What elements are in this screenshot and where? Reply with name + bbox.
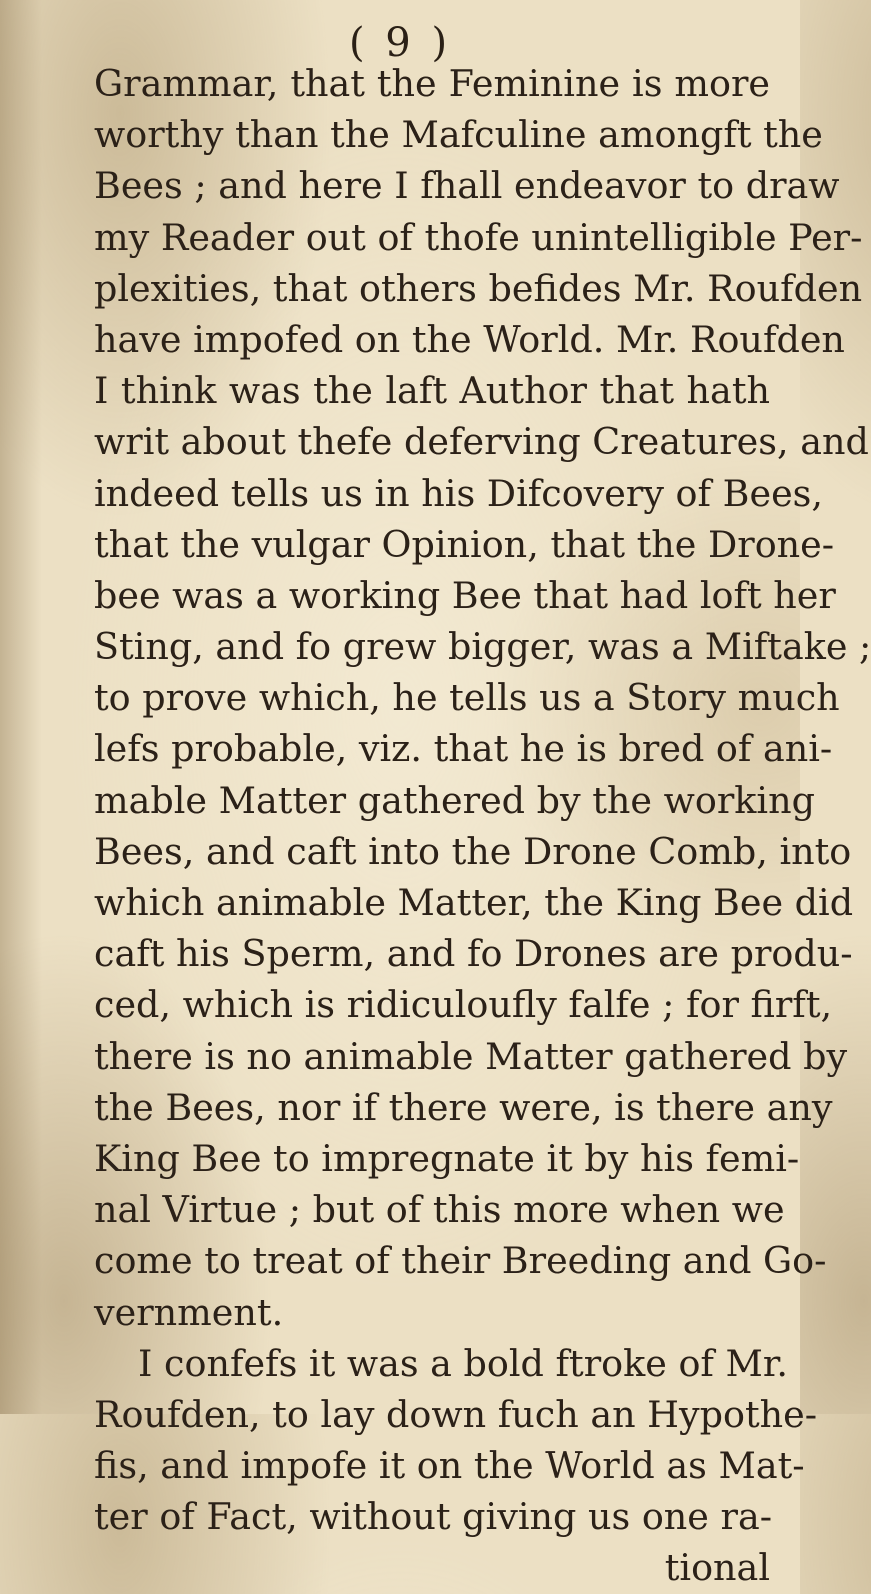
paragraph-start-line: I confefs it was a bold ftroke of Mr. bbox=[138, 1341, 788, 1385]
text-line: there is no animable Matter gathered by bbox=[94, 1034, 848, 1078]
text-line: have impofed on the World. Mr. Roufden bbox=[94, 317, 845, 361]
text-line: indeed tells us in his Difcovery of Bees, bbox=[94, 471, 824, 515]
text-line: mable Matter gathered by the working bbox=[94, 778, 815, 822]
text-line: that the vulgar Opinion, that the Drone- bbox=[94, 522, 835, 566]
text-line: Sting, and fo grew bigger, was a Miftake ; bbox=[94, 625, 871, 669]
text-line: Roufden, to lay down fuch an Hypothe- bbox=[94, 1392, 818, 1436]
text-line: ter of Fact, without giving us one ra- bbox=[94, 1495, 773, 1539]
text-line: Grammar, that the Feminine is more bbox=[94, 62, 770, 105]
text-line: fis, and impofe it on the World as Mat- bbox=[94, 1444, 805, 1488]
text-line: nal Virtue ; but of this more when we bbox=[94, 1188, 785, 1232]
text-line: Bees, and caft into the Drone Comb, into bbox=[94, 829, 852, 873]
text-line: my Reader out of thofe unintelligible Per- bbox=[94, 215, 863, 259]
text-line: Bees ; and here I fhall endeavor to draw bbox=[94, 164, 840, 208]
text-line: worthy than the Mafculine amongft the bbox=[94, 113, 823, 157]
text-line: plexities, that others befides Mr. Roufden bbox=[94, 266, 863, 310]
text-line: I think was the laft Author that hath bbox=[94, 369, 770, 413]
text-line: writ about thefe deferving Creatures, and bbox=[94, 420, 869, 464]
text-line: the Bees, nor if there were, is there any bbox=[94, 1085, 833, 1129]
text-line: King Bee to impregnate it by his femi- bbox=[94, 1136, 800, 1180]
text-line: ced, which is ridiculoufly falfe ; for firft, bbox=[94, 983, 833, 1027]
text-line: bee was a working Bee that had loft her bbox=[94, 573, 836, 617]
text-line: caft his Sperm, and fo Drones are produ- bbox=[94, 932, 853, 976]
text-line: to prove which, he tells us a Story much bbox=[94, 676, 840, 720]
text-line: lefs probable, viz. that he is bred of ani- bbox=[94, 727, 833, 771]
page-edge-shadow bbox=[0, 0, 42, 1414]
page-number: ( 9 ) bbox=[348, 20, 452, 66]
text-line: vernment. bbox=[94, 1290, 284, 1334]
catchword: tional bbox=[664, 1546, 770, 1590]
text-line: which animable Matter, the King Bee did bbox=[94, 881, 854, 924]
body-text bbox=[94, 58, 871, 1594]
text-line: come to treat of their Breeding and Go- bbox=[94, 1239, 827, 1283]
